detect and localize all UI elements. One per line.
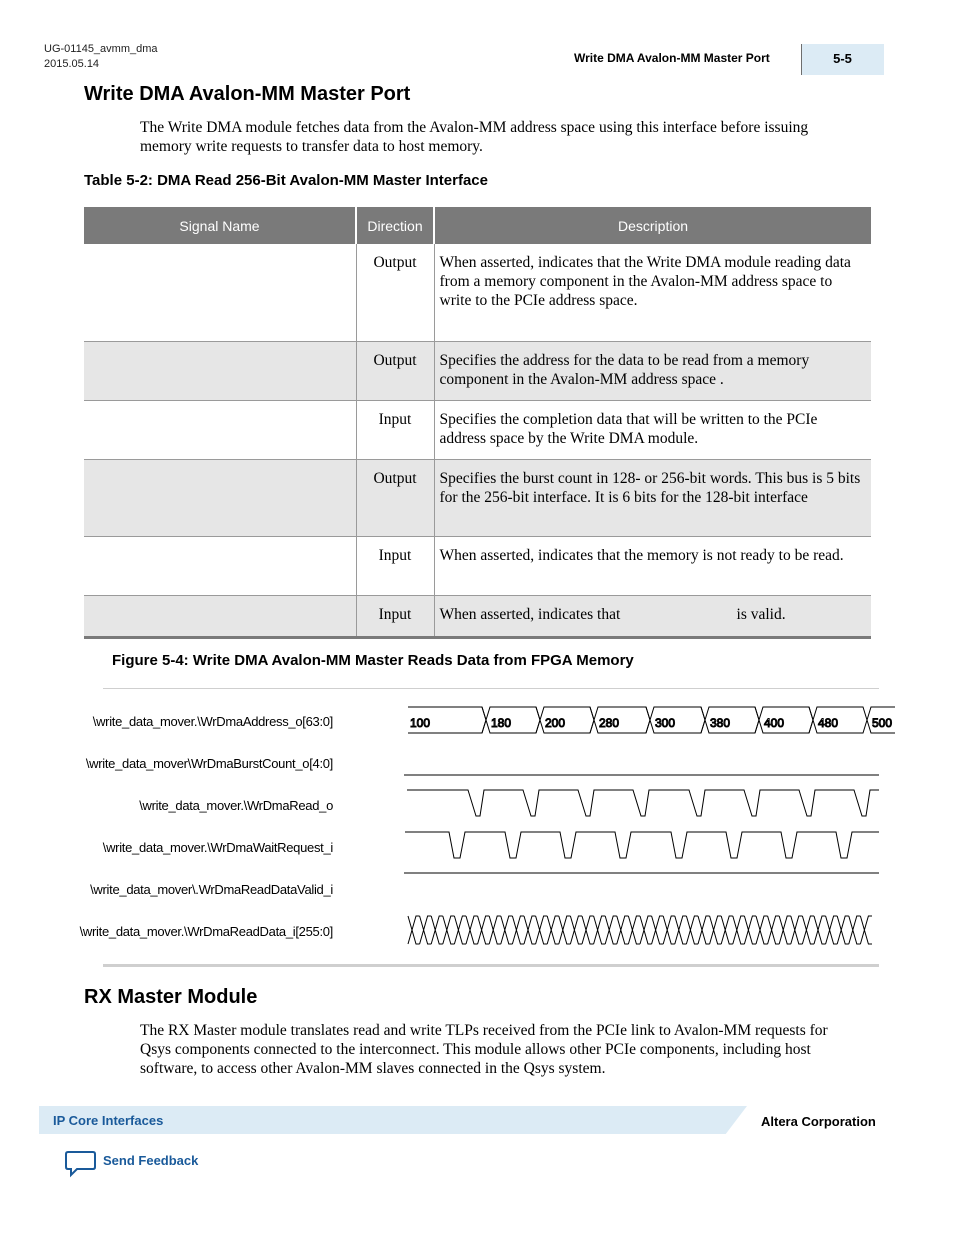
- figure-bottom-rule: [103, 964, 879, 967]
- readdata-waveform: [408, 916, 872, 944]
- timing-waveform: [400, 700, 895, 955]
- description-cell: When asserted, indicates that is valid.: [434, 595, 871, 637]
- description-cell: Specifies the completion data that will be written to the PCIe address space by the Write DMA module.: [434, 400, 871, 459]
- signal-table: [84, 207, 871, 639]
- direction-cell: Input: [356, 400, 434, 459]
- footer-chapter-link[interactable]: IP Core Interfaces: [53, 1113, 164, 1128]
- signal-label-read: \write_data_mover.\WrDmaRead_o: [139, 798, 333, 813]
- header-section-title: Write DMA Avalon-MM Master Port: [574, 51, 770, 65]
- table-row: [84, 536, 871, 595]
- signal-cell: [84, 459, 356, 536]
- figure-top-rule: [103, 688, 879, 689]
- address-value-label: 100: [410, 716, 431, 730]
- address-value-label: 300: [655, 716, 676, 730]
- signal-label-readdatavalid: \write_data_mover\.WrDmaReadDataValid_i: [90, 882, 333, 897]
- read-waveform: [407, 790, 879, 816]
- description-cell: Specifies the address for the data to be read from a memory component in the Avalon-MM address space .: [434, 341, 871, 400]
- signal-label-burstcount: \write_data_mover\WrDmaBurstCount_o[4:0]: [85, 756, 333, 771]
- section-title-rx-master: RX Master Module: [84, 986, 258, 1008]
- signal-cell: [84, 536, 356, 595]
- direction-cell: Input: [356, 595, 434, 637]
- section-paragraph-write-dma: The Write DMA module fetches data from the Avalon-MM address space using this interface before issuing memory write requests to transfer data to host memory.: [140, 119, 809, 155]
- signal-cell: [84, 244, 356, 341]
- document-id-block: [44, 42, 158, 72]
- direction-cell: Output: [356, 459, 434, 536]
- table-row: [84, 244, 871, 341]
- table-row: [84, 341, 871, 400]
- section-title-write-dma: Write DMA Avalon-MM Master Port: [84, 83, 411, 105]
- header-divider: [801, 44, 802, 75]
- figure-caption: Figure 5-4: Write DMA Avalon-MM Master Reads Data from FPGA Memory: [112, 652, 634, 669]
- address-bus-waveform: [408, 707, 895, 733]
- doc-id: UG-01145_avmm_dma: [44, 43, 158, 55]
- col-header-description: Description: [434, 207, 871, 244]
- waitrequest-waveform: [405, 832, 879, 858]
- table-row: [84, 400, 871, 459]
- address-value-label: 480: [818, 716, 839, 730]
- address-value-label: 500: [872, 716, 893, 730]
- address-value-label: 200: [545, 716, 566, 730]
- table-header-row: [84, 207, 871, 244]
- direction-cell: Input: [356, 536, 434, 595]
- direction-cell: Output: [356, 244, 434, 341]
- description-cell: When asserted, indicates that the Write DMA module reading data from a memory component in the Avalon-MM address space to write to the PCIe address space.: [434, 244, 871, 341]
- description-cell: Specifies the burst count in 128- or 256-bit words. This bus is 5 bits for the 256-bit interface. It is 6 bits for the 128-bit interface: [434, 459, 871, 536]
- section-paragraph-rx-master: The RX Master module translates read and write TLPs received from the PCIe link to Avalon-MM requests for Qsys components connected to the interconnect. This module allows other PCIe components, including host software, to access other Avalon-MM slaves connected in the Qsys system.: [140, 1022, 828, 1077]
- feedback-bubble-icon[interactable]: [65, 1150, 97, 1178]
- signal-label-waitrequest: \write_data_mover.\WrDmaWaitRequest_i: [102, 840, 333, 855]
- signal-label-readdata: \write_data_mover.\WrDmaReadData_i[255:0]: [79, 924, 333, 939]
- description-cell: When asserted, indicates that the memory is not ready to be read.: [434, 536, 871, 595]
- send-feedback-link[interactable]: Send Feedback: [103, 1153, 199, 1168]
- footer-company: Altera Corporation: [761, 1114, 876, 1129]
- address-value-label: 400: [764, 716, 785, 730]
- doc-date: 2015.05.14: [44, 58, 100, 70]
- address-value-label: 280: [599, 716, 620, 730]
- page-number: 5-5: [801, 44, 884, 75]
- address-value-label: 380: [710, 716, 731, 730]
- direction-cell: Output: [356, 341, 434, 400]
- signal-cell: [84, 341, 356, 400]
- address-value-label: 180: [491, 716, 512, 730]
- signal-cell: [84, 400, 356, 459]
- table-row: [84, 459, 871, 536]
- signal-label-address: \write_data_mover.\WrDmaAddress_o[63:0]: [92, 714, 333, 729]
- col-header-direction: Direction: [356, 207, 434, 244]
- col-header-signal: Signal Name: [84, 207, 356, 244]
- signal-cell: [84, 595, 356, 637]
- table-row: [84, 595, 871, 637]
- table-caption: Table 5-2: DMA Read 256-Bit Avalon-MM Master Interface: [84, 172, 488, 189]
